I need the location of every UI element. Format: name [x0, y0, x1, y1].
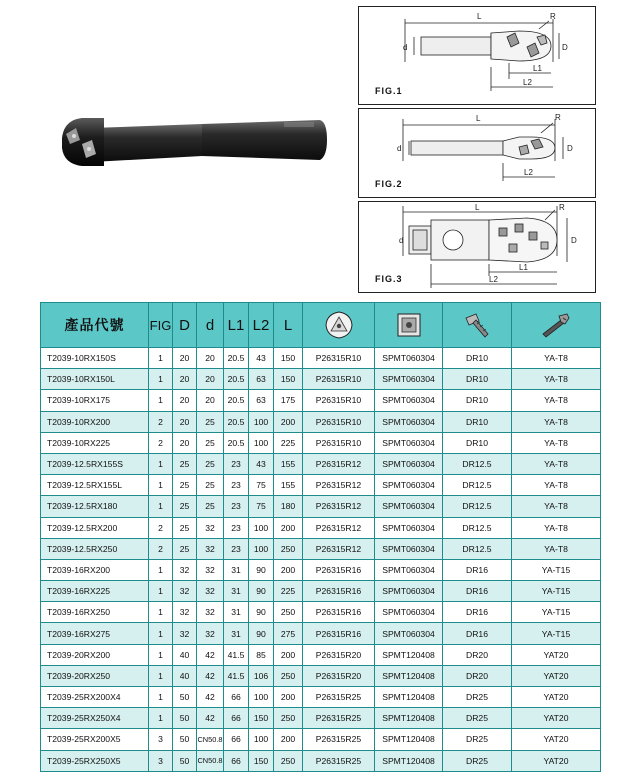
cell-L: 175 [274, 390, 303, 411]
spec-table-container [40, 302, 600, 772]
cell-L2: 100 [249, 538, 274, 559]
cell-L1: 20.5 [224, 411, 249, 432]
cell-L1: 23 [224, 538, 249, 559]
table-body [41, 348, 601, 772]
cell-d: 20 [197, 369, 224, 390]
cell-L: 200 [274, 687, 303, 708]
cell-fig: 2 [149, 517, 173, 538]
cell-D: 20 [173, 348, 197, 369]
cell-wrench: YA-T8 [512, 348, 601, 369]
cell-screw: DR10 [443, 348, 512, 369]
cell-d: 32 [197, 538, 224, 559]
table-row [41, 538, 601, 559]
cell-fig: 1 [149, 687, 173, 708]
cell-square-insert: SPMT060304 [375, 369, 443, 390]
cell-d: 42 [197, 687, 224, 708]
table-row [41, 729, 601, 750]
cell-model: T2039-16RX200 [41, 559, 149, 580]
cell-fig: 1 [149, 475, 173, 496]
cell-fig: 2 [149, 538, 173, 559]
cell-screw: DR12.5 [443, 496, 512, 517]
cell-L2: 100 [249, 411, 274, 432]
cell-screw: DR12.5 [443, 453, 512, 474]
cell-L2: 63 [249, 390, 274, 411]
cell-L1: 31 [224, 581, 249, 602]
cell-L1: 66 [224, 750, 249, 771]
cell-square-insert: SPMT060304 [375, 390, 443, 411]
ball-end-mill-illustration [52, 110, 332, 180]
cell-model: T2039-20RX200 [41, 644, 149, 665]
table-row [41, 581, 601, 602]
round-insert-icon [324, 310, 354, 340]
cell-d: 20 [197, 390, 224, 411]
cell-model: T2039-25RX200X5 [41, 729, 149, 750]
cell-model: T2039-20RX250 [41, 665, 149, 686]
cell-d: 32 [197, 517, 224, 538]
figure-1 [358, 6, 596, 105]
cell-square-insert: SPMT120408 [375, 687, 443, 708]
cell-L: 250 [274, 708, 303, 729]
cell-screw: DR10 [443, 432, 512, 453]
cell-screw: DR16 [443, 602, 512, 623]
cell-L: 275 [274, 623, 303, 644]
cell-D: 40 [173, 644, 197, 665]
cell-square-insert: SPMT060304 [375, 538, 443, 559]
cell-round-insert: P26315R16 [303, 559, 375, 580]
cell-square-insert: SPMT120408 [375, 750, 443, 771]
cell-round-insert: P26315R10 [303, 411, 375, 432]
cell-round-insert: P26315R25 [303, 750, 375, 771]
cell-L: 155 [274, 475, 303, 496]
cell-model: T2039-16RX250 [41, 602, 149, 623]
table-row [41, 644, 601, 665]
cell-L: 200 [274, 559, 303, 580]
dim-label: L2 [489, 275, 498, 284]
cell-wrench: YAT20 [512, 750, 601, 771]
cell-fig: 1 [149, 581, 173, 602]
cell-screw: DR20 [443, 644, 512, 665]
cell-screw: DR10 [443, 411, 512, 432]
cell-wrench: YAT20 [512, 729, 601, 750]
cell-d: 20 [197, 348, 224, 369]
cell-square-insert: SPMT060304 [375, 348, 443, 369]
cell-L2: 100 [249, 729, 274, 750]
dim-label: R [559, 203, 565, 212]
cell-model: T2039-10RX150S [41, 348, 149, 369]
cell-screw: DR25 [443, 729, 512, 750]
cell-round-insert: P26315R10 [303, 390, 375, 411]
cell-fig: 1 [149, 559, 173, 580]
cell-screw: DR20 [443, 665, 512, 686]
header-wrench [512, 303, 601, 348]
cell-fig: 1 [149, 390, 173, 411]
dim-label: L1 [533, 64, 542, 73]
cell-L1: 20.5 [224, 432, 249, 453]
cell-fig: 3 [149, 750, 173, 771]
dim-label: L [476, 114, 481, 123]
cell-D: 50 [173, 729, 197, 750]
cell-D: 20 [173, 369, 197, 390]
cell-wrench: YA-T8 [512, 475, 601, 496]
cell-L1: 66 [224, 687, 249, 708]
cell-L1: 23 [224, 475, 249, 496]
table-row [41, 708, 601, 729]
cell-model: T2039-12.5RX155L [41, 475, 149, 496]
cell-model: T2039-12.5RX180 [41, 496, 149, 517]
cell-wrench: YA-T8 [512, 369, 601, 390]
header-L1: L1 [224, 303, 249, 348]
cell-square-insert: SPMT120408 [375, 729, 443, 750]
cell-square-insert: SPMT120408 [375, 708, 443, 729]
cell-L: 200 [274, 411, 303, 432]
cell-round-insert: P26315R25 [303, 729, 375, 750]
cell-fig: 1 [149, 644, 173, 665]
cell-model: T2039-12.5RX200 [41, 517, 149, 538]
cell-d: CN50.8 [197, 729, 224, 750]
cell-wrench: YAT20 [512, 708, 601, 729]
figure-caption: FIG.3 [375, 274, 403, 284]
cell-wrench: YA-T15 [512, 581, 601, 602]
figure-caption: FIG.1 [375, 86, 403, 96]
cell-L: 250 [274, 665, 303, 686]
cell-model: T2039-16RX275 [41, 623, 149, 644]
screw-icon [462, 310, 492, 340]
cell-D: 50 [173, 708, 197, 729]
cell-d: 25 [197, 411, 224, 432]
dim-label: L1 [519, 263, 528, 272]
cell-screw: DR12.5 [443, 538, 512, 559]
cell-wrench: YA-T15 [512, 623, 601, 644]
dim-label: d [397, 144, 402, 153]
cell-wrench: YA-T8 [512, 390, 601, 411]
cell-L: 150 [274, 369, 303, 390]
figure-caption: FIG.2 [375, 179, 403, 189]
cell-L: 250 [274, 602, 303, 623]
cell-L2: 63 [249, 369, 274, 390]
cell-round-insert: P26315R16 [303, 623, 375, 644]
cell-D: 32 [173, 559, 197, 580]
cell-round-insert: P26315R16 [303, 602, 375, 623]
wrench-icon [539, 310, 573, 340]
cell-wrench: YA-T8 [512, 411, 601, 432]
table-row [41, 687, 601, 708]
cell-model: T2039-12.5RX250 [41, 538, 149, 559]
cell-L2: 85 [249, 644, 274, 665]
cell-wrench: YA-T8 [512, 496, 601, 517]
cell-D: 50 [173, 750, 197, 771]
dim-label: D [571, 236, 577, 245]
table-row [41, 432, 601, 453]
cell-L2: 100 [249, 432, 274, 453]
cell-L2: 150 [249, 708, 274, 729]
cell-square-insert: SPMT060304 [375, 602, 443, 623]
header-model: 產品代號 [41, 303, 149, 348]
cell-D: 40 [173, 665, 197, 686]
cell-round-insert: P26315R12 [303, 475, 375, 496]
table-row [41, 453, 601, 474]
cell-d: 32 [197, 623, 224, 644]
cell-wrench: YA-T8 [512, 538, 601, 559]
header-L: L [274, 303, 303, 348]
cell-L: 225 [274, 432, 303, 453]
cell-round-insert: P26315R10 [303, 369, 375, 390]
cell-square-insert: SPMT060304 [375, 453, 443, 474]
table-row [41, 517, 601, 538]
cell-model: T2039-10RX175 [41, 390, 149, 411]
cell-round-insert: P26315R10 [303, 348, 375, 369]
dim-label: L [477, 12, 482, 21]
cell-L: 155 [274, 453, 303, 474]
figure-panel [358, 6, 596, 293]
cell-d: 32 [197, 559, 224, 580]
cell-round-insert: P26315R12 [303, 496, 375, 517]
cell-d: 25 [197, 453, 224, 474]
dim-label: d [399, 236, 404, 245]
figure-2 [358, 108, 596, 198]
cell-fig: 2 [149, 411, 173, 432]
cell-d: 25 [197, 475, 224, 496]
cell-wrench: YA-T15 [512, 602, 601, 623]
cell-L1: 41.5 [224, 644, 249, 665]
cell-screw: DR25 [443, 708, 512, 729]
figure-3 [358, 201, 596, 293]
cell-d: 32 [197, 602, 224, 623]
cell-screw: DR16 [443, 581, 512, 602]
cell-L: 225 [274, 581, 303, 602]
cell-D: 20 [173, 390, 197, 411]
cell-round-insert: P26315R16 [303, 581, 375, 602]
cell-d: 42 [197, 644, 224, 665]
cell-L2: 75 [249, 475, 274, 496]
cell-L2: 106 [249, 665, 274, 686]
cell-wrench: YAT20 [512, 644, 601, 665]
cell-L2: 75 [249, 496, 274, 517]
cell-D: 32 [173, 602, 197, 623]
cell-screw: DR12.5 [443, 517, 512, 538]
cell-d: 32 [197, 581, 224, 602]
table-row [41, 369, 601, 390]
table-row [41, 390, 601, 411]
cell-D: 32 [173, 623, 197, 644]
cell-L: 250 [274, 538, 303, 559]
cell-L1: 20.5 [224, 390, 249, 411]
dim-label: d [403, 43, 408, 52]
cell-screw: DR16 [443, 623, 512, 644]
cell-model: T2039-10RX200 [41, 411, 149, 432]
table-row [41, 665, 601, 686]
cell-wrench: YA-T15 [512, 559, 601, 580]
cell-D: 32 [173, 581, 197, 602]
cell-square-insert: SPMT060304 [375, 496, 443, 517]
cell-L1: 20.5 [224, 369, 249, 390]
header-d: d [197, 303, 224, 348]
cell-wrench: YA-T8 [512, 453, 601, 474]
cell-D: 25 [173, 475, 197, 496]
cell-L2: 90 [249, 602, 274, 623]
cell-screw: DR25 [443, 687, 512, 708]
table-row [41, 496, 601, 517]
dim-label: D [567, 144, 573, 153]
cell-D: 25 [173, 496, 197, 517]
table-row [41, 475, 601, 496]
table-row [41, 602, 601, 623]
header-insert-square [375, 303, 443, 348]
cell-square-insert: SPMT060304 [375, 559, 443, 580]
cell-L: 180 [274, 496, 303, 517]
cell-L2: 43 [249, 453, 274, 474]
cell-L2: 90 [249, 581, 274, 602]
cell-screw: DR10 [443, 390, 512, 411]
cell-wrench: YAT20 [512, 687, 601, 708]
cell-wrench: YA-T8 [512, 432, 601, 453]
dim-label: L2 [524, 168, 533, 177]
table-row [41, 750, 601, 771]
cell-square-insert: SPMT060304 [375, 581, 443, 602]
cell-round-insert: P26315R25 [303, 708, 375, 729]
cell-L1: 31 [224, 602, 249, 623]
cell-model: T2039-10RX150L [41, 369, 149, 390]
cell-wrench: YA-T8 [512, 517, 601, 538]
cell-L2: 90 [249, 559, 274, 580]
cell-D: 20 [173, 432, 197, 453]
cell-fig: 1 [149, 665, 173, 686]
cell-fig: 1 [149, 453, 173, 474]
cell-L2: 100 [249, 687, 274, 708]
cell-square-insert: SPMT060304 [375, 517, 443, 538]
cell-fig: 3 [149, 729, 173, 750]
cell-L1: 31 [224, 559, 249, 580]
table-row [41, 348, 601, 369]
cell-screw: DR25 [443, 750, 512, 771]
header-L2: L2 [249, 303, 274, 348]
header-fig: FIG [149, 303, 173, 348]
cell-L1: 23 [224, 453, 249, 474]
cell-d: 42 [197, 708, 224, 729]
dim-label: L [475, 203, 480, 212]
cell-L1: 66 [224, 729, 249, 750]
table-row [41, 623, 601, 644]
cell-d: 25 [197, 496, 224, 517]
cell-d: 42 [197, 665, 224, 686]
cell-round-insert: P26315R25 [303, 687, 375, 708]
cell-L1: 23 [224, 517, 249, 538]
cell-model: T2039-12.5RX155S [41, 453, 149, 474]
dim-label: L2 [523, 78, 532, 87]
cell-D: 25 [173, 538, 197, 559]
cell-model: T2039-10RX225 [41, 432, 149, 453]
cell-fig: 1 [149, 623, 173, 644]
cell-D: 20 [173, 411, 197, 432]
table-row [41, 559, 601, 580]
dim-label: R [555, 113, 561, 122]
header-insert-round [303, 303, 375, 348]
cell-round-insert: P26315R12 [303, 453, 375, 474]
cell-L1: 66 [224, 708, 249, 729]
cell-screw: DR16 [443, 559, 512, 580]
cell-model: T2039-25RX250X4 [41, 708, 149, 729]
cell-wrench: YAT20 [512, 665, 601, 686]
table-header-row [41, 303, 601, 348]
cell-L1: 31 [224, 623, 249, 644]
cell-square-insert: SPMT060304 [375, 411, 443, 432]
cell-L2: 90 [249, 623, 274, 644]
cell-d: CN50.8 [197, 750, 224, 771]
cell-model: T2039-25RX250X5 [41, 750, 149, 771]
dim-label: D [562, 43, 568, 52]
cell-round-insert: P26315R20 [303, 644, 375, 665]
cell-L1: 41.5 [224, 665, 249, 686]
cell-L: 200 [274, 517, 303, 538]
cell-square-insert: SPMT060304 [375, 475, 443, 496]
cell-L2: 43 [249, 348, 274, 369]
cell-L: 200 [274, 729, 303, 750]
cell-fig: 1 [149, 369, 173, 390]
cell-model: T2039-25RX200X4 [41, 687, 149, 708]
square-insert-icon [394, 310, 424, 340]
cell-L: 250 [274, 750, 303, 771]
cell-screw: DR12.5 [443, 475, 512, 496]
cell-model: T2039-16RX225 [41, 581, 149, 602]
cell-d: 25 [197, 432, 224, 453]
header-screw [443, 303, 512, 348]
cell-L1: 20.5 [224, 348, 249, 369]
cell-fig: 2 [149, 432, 173, 453]
cell-L2: 150 [249, 750, 274, 771]
cell-round-insert: P26315R10 [303, 432, 375, 453]
cell-fig: 1 [149, 348, 173, 369]
cell-L2: 100 [249, 517, 274, 538]
cell-square-insert: SPMT060304 [375, 623, 443, 644]
cell-L: 150 [274, 348, 303, 369]
cell-square-insert: SPMT120408 [375, 644, 443, 665]
cell-fig: 1 [149, 496, 173, 517]
cell-screw: DR10 [443, 369, 512, 390]
cell-D: 25 [173, 453, 197, 474]
table-row [41, 411, 601, 432]
cell-round-insert: P26315R12 [303, 538, 375, 559]
cell-round-insert: P26315R12 [303, 517, 375, 538]
cell-round-insert: P26315R20 [303, 665, 375, 686]
cell-D: 25 [173, 517, 197, 538]
dim-label: R [550, 12, 556, 21]
cell-fig: 1 [149, 708, 173, 729]
spec-table [40, 302, 601, 772]
cell-square-insert: SPMT060304 [375, 432, 443, 453]
cell-square-insert: SPMT120408 [375, 665, 443, 686]
cell-fig: 1 [149, 602, 173, 623]
cell-L: 200 [274, 644, 303, 665]
cell-D: 50 [173, 687, 197, 708]
header-D: D [173, 303, 197, 348]
tool-photo [52, 110, 332, 180]
cell-L1: 23 [224, 496, 249, 517]
